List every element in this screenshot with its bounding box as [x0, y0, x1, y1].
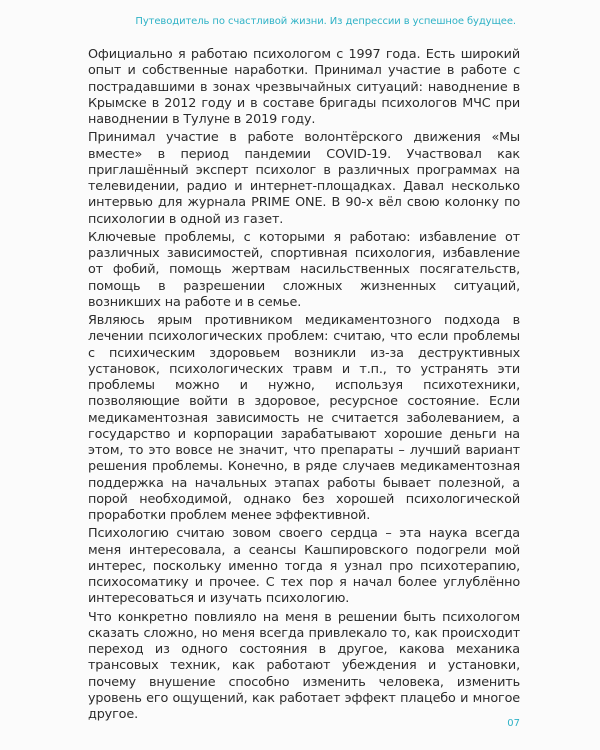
- paragraph-medication: Являюсь ярым противником медикаментозного подхода в лечении психологических проблем: считаю, что если проблемы с психическим здоровьем возникли из-за деструктивных установок, психологических травм и т.п., то устранять эти проблемы можно и нужно, используя психотехники, позволяющие войти в здоровое, ресурсное состояние. Если медикаментозная зависимость не считается заболеванием, а государство и корпорации зарабатывают хорошие деньги на этом, то это вовсе не значит, что препараты – лучший вариант решения проблемы. Конечно, в ряде случаев медикаментозная поддержка на начальных этапах работы бывает полезной, а порой необходимой, однако без хорошей психологической проработки проблем менее эффективной.: [88, 313, 520, 523]
- paragraph-volunteering: Принимал участие в работе волонтёрского движения «Мы вместе» в период пандемии COVID-19. Участвовал как приглашённый эксперт психолог в различных программах на телевидении, радио и интернет-площадках. Давал несколько интервью для журнала PRIME ONE. В 90-х вёл свою колонку по психологии в одной из газет.: [88, 130, 520, 227]
- running-header: Путеводитель по счастливой жизни. Из депрессии в успешное будущее.: [135, 16, 516, 27]
- paragraph-key-problems: Ключевые проблемы, с которыми я работаю: избавление от различных зависимостей, спортивная психология, избавление от фобий, помощь жертвам насильственных посягательств, помощь в разрешении сложных жизненных ситуаций, возникших на работе и в семье.: [88, 229, 520, 310]
- paragraph-calling: Психологию считаю зовом своего сердца – эта наука всегда меня интересовала, а сеансы Кашпировского подогрели мой интерес, поскольку именно тогда я узнал про психотерапию, психосоматику и прочее. С тех пор я начал более углублённо интересоваться и изучать психологию.: [88, 526, 520, 607]
- page-number: 07: [507, 718, 520, 729]
- paragraph-motivation: Что конкретно повлияло на меня в решении быть психологом сказать сложно, но меня всегда привлекало то, как происходит переход из одного состояния в другое, какова механика трансовых техник, как работают убеждения и установки, почему внушение способно изменить человека, изменить уровень его ощущений, как работает эффект плацебо и многое другое.: [88, 609, 520, 722]
- body-text: [88, 47, 520, 725]
- paragraph-experience: Официально я работаю психологом с 1997 года. Есть широкий опыт и собственные наработки. Принимал участие в работе с пострадавшими в зонах чрезвычайных ситуаций: наводнение в Крымске в 2012 году и в составе бригады психологов МЧС при наводнении в Тулуне в 2019 году.: [88, 47, 520, 127]
